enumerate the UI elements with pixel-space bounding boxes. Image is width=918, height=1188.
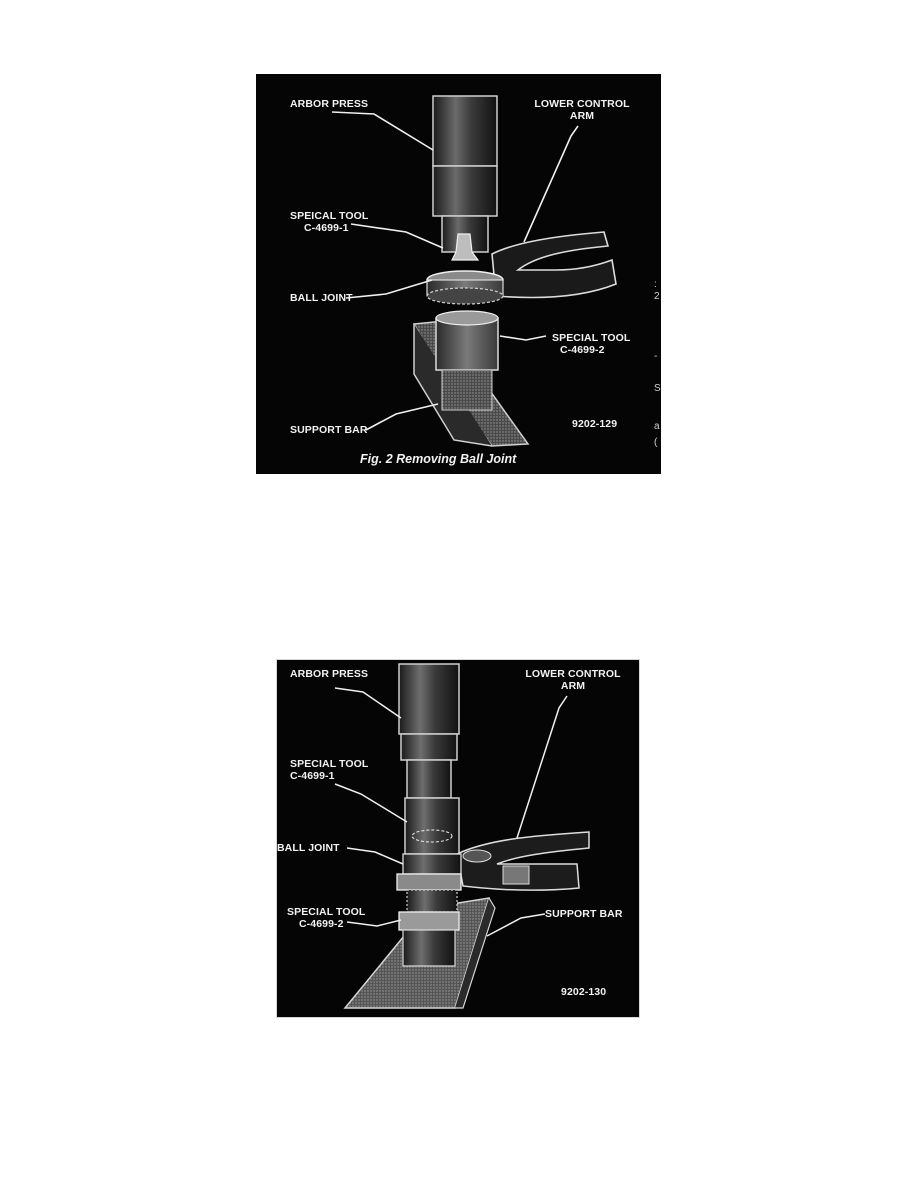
label-lower-control-arm-line1: LOWER CONTROL [534,98,630,110]
figure-installing-ball-joint [276,659,640,1018]
label-special-tool-1-line2: C-4699-1 [290,770,335,782]
label-lower-control-arm [532,98,632,122]
label-lower-control-arm-line1: LOWER CONTROL [525,668,621,680]
installation-illustration [277,660,640,1018]
removal-illustration [256,74,661,474]
label-special-tool-1 [290,210,368,234]
figure-removing-ball-joint [256,74,661,474]
edge-fragment-1: : [654,279,657,290]
label-special-tool-2-line1: SPECIAL TOOL [287,906,366,918]
label-special-tool-2 [287,906,365,930]
edge-fragment-4: S [654,383,661,394]
special-tool-2-shape [399,912,459,930]
label-special-tool-1-line1: SPEICAL TOOL [290,210,369,222]
label-special-tool-1 [290,758,368,782]
figure-number: 9202-130 [561,986,607,998]
figure-number: 9202-129 [572,418,618,430]
arbor-press-ram [433,96,497,166]
edge-fragment-5: a [654,421,660,432]
label-lower-control-arm [523,668,623,692]
label-arbor-press: ARBOR PRESS [290,98,369,110]
label-support-bar: SUPPORT BAR [290,424,368,436]
label-lower-control-arm-line2: ARM [560,680,586,692]
special-tool-2-shape [436,318,498,370]
arbor-press-ram [399,664,459,734]
label-special-tool-1-line1: SPECIAL TOOL [290,758,369,770]
ball-joint-shape [403,854,461,874]
label-special-tool-2 [552,332,630,356]
label-ball-joint: BALL JOINT [277,842,340,854]
special-tool-1-shape [405,798,459,854]
edge-fragment-2: 2 [654,291,660,302]
edge-fragment-3: - [654,351,658,362]
label-lower-control-arm-line2: ARM [569,110,595,122]
edge-fragment-6: ( [654,437,658,448]
label-support-bar: SUPPORT BAR [545,908,623,920]
label-special-tool-2-line2: C-4699-2 [299,918,344,930]
control-arm-shape [492,232,616,298]
label-special-tool-1-line2: C-4699-1 [304,222,349,234]
label-special-tool-2-line1: SPECIAL TOOL [552,332,631,344]
figure-caption: Fig. 2 Removing Ball Joint [360,452,517,466]
label-special-tool-2-line2: C-4699-2 [560,344,605,356]
label-arbor-press: ARBOR PRESS [290,668,369,680]
label-ball-joint: BALL JOINT [290,292,353,304]
